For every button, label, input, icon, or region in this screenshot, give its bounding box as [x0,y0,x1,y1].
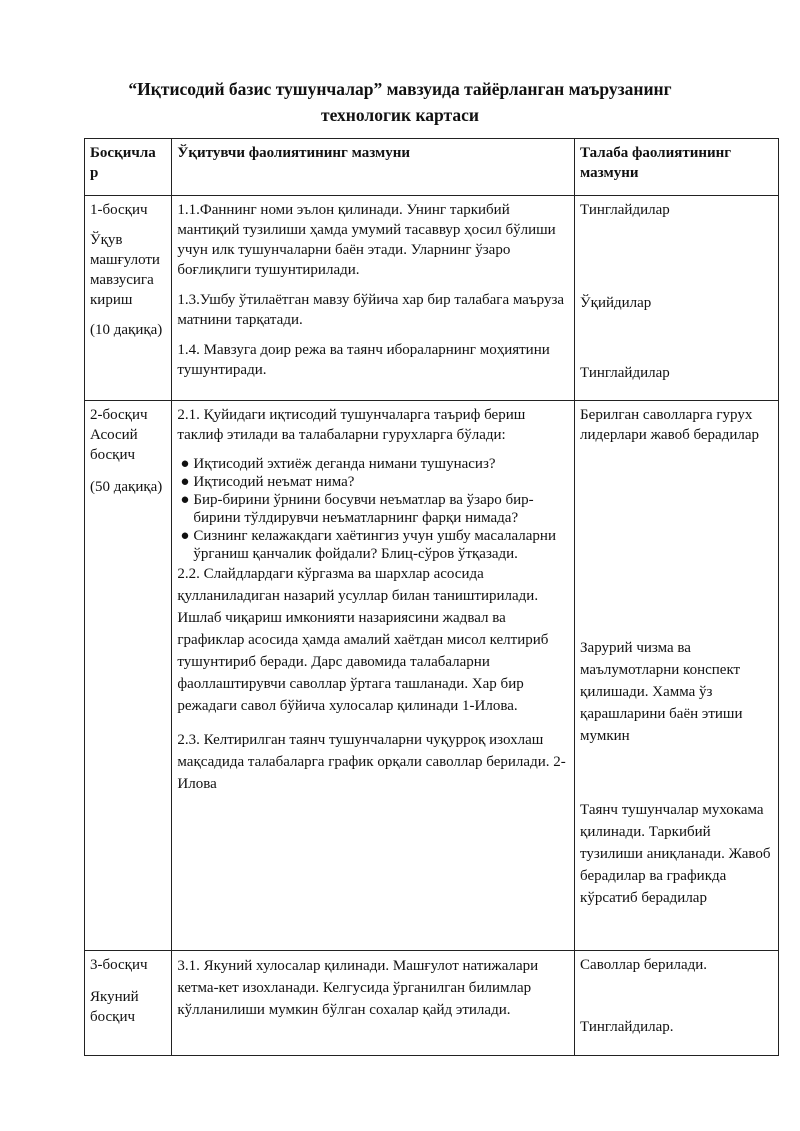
header-stage: Босқичла р [85,139,172,196]
stage-1-student-cell [575,196,779,401]
stage-3-name: Якуний босқич [90,989,139,1025]
list-item [180,527,569,563]
stage-2-student-item: Зарурий чизма ва маълумотларни конспект қилишади. Хамма ўз қарашларини баён этиши мумкин [580,640,743,744]
bullet-icon: ● [180,492,190,508]
question-text: Иқтисодий неъмат нима? [193,474,355,490]
table-row-stage-2 [85,401,779,951]
stage-3-teacher-cell [172,951,575,1056]
table-header-row [85,139,779,196]
stage-2-teacher-item-2-3: 2.3. Келтирилган таянч тушунчаларни чуқурроқ изохлаш мақсадида талабаларга график орқали саволлар берилади. 2-Илова [177,732,566,792]
list-item [180,491,569,527]
document-title [0,76,800,128]
stage-3-cell [85,951,172,1056]
stage-3-student-item: Тинглайдилар. [580,1019,674,1035]
table-row-stage-3 [85,951,779,1056]
stage-2-cell [85,401,172,951]
stage-2-name: Асосий босқич [90,427,138,463]
bullet-icon: ● [180,456,190,472]
question-text: Иқтисодий эхтиёж деганда нимани тушунасиз? [193,456,496,472]
stage-1-cell [85,196,172,401]
stage-1-teacher-cell [172,196,575,401]
stage-3-student-item: Саволлар берилади. [580,957,708,973]
stage-1-number: 1-босқич [90,202,148,218]
stage-2-teacher-cell [172,401,575,951]
header-student-activity: Талаба фаолиятининг мазмуни [575,139,779,196]
stage-1-teacher-item: 1.3.Ушбу ўтилаётган мавзу бўйича хар бир талабага маъруза матнини тарқатади. [177,292,565,328]
stage-2-student-item: Таянч тушунчалар мухокама қилинади. Таркибий тузилиши аниқланади. Жавоб берадилар ва графикда кўрсатиб берадилар [580,802,771,906]
title-line-1: “Иқтисодий базис тушунчалар” мавзуида тайёрланган маърузанинг [128,79,672,99]
list-item [180,455,569,473]
bullet-icon: ● [180,474,190,490]
bullet-icon: ● [180,528,190,544]
header-teacher-activity: Ўқитувчи фаолиятининг мазмуни [172,139,575,196]
title-line-2: технологик картаси [321,105,479,125]
technology-map-table [84,138,779,1056]
stage-2-student-cell [575,401,779,951]
stage-2-teacher-item-2-2: 2.2. Слайдлардаги кўргазма ва шархлар асосида қулланиладиган назарий усуллар билан таништирилади. Ишлаб чиқариш имконияти назариясини жадвал ва графиклар асосида ҳамда амалий хаётдан мисол келтириб тушунтириб беради. Дарс давомида талабаларни фаоллаштирувчи саволлар ўртага ташланади. Хар бир режадаги савол бўйича хулосалар қилинади 1-Илова. [177,566,549,714]
stage-3-number: 3-босқич [90,957,148,973]
list-item [180,473,569,491]
stage-1-student-item: Тинглайдилар [580,365,670,381]
questions-list [177,455,569,563]
stage-3-student-cell [575,951,779,1056]
table-row-stage-1 [85,196,779,401]
question-text: Сизнинг келажакдаги хаётингиз учун ушбу масалаларни ўрганиш қанчалик фойдали? Блиц-сўров ўтқазади. [193,528,556,562]
stage-1-teacher-item: 1.4. Мавзуга доир режа ва таянч ибораларнинг моҳиятини тушунтиради. [177,342,550,378]
stage-1-student-item: Тинглайдилар [580,202,670,218]
question-text: Бир-бирини ўрнини босувчи неъматлар ва ўзаро бир-бирини тўлдирувчи неъматларнинг фарқи нимада? [193,492,534,526]
stage-1-teacher-item: 1.1.Фаннинг номи эълон қилинади. Унинг таркибий мантиқий тузилиши ҳамда умумий тасаввур ҳосил бўлиши учун илк тушунчаларни баён этади. Уларнинг ўзаро боғлиқлиги тушунтирилади. [177,202,556,278]
stage-1-name: Ўқув машғулоти мавзусига кириш [90,232,160,308]
stage-3-teacher-item: 3.1. Якуний хулосалар қилинади. Машғулот натижалари кетма-кет изохланади. Келгусида ўрганилган билимлар кўлланилиши мумкин бўлган сохалар қайд этилади. [177,958,539,1018]
stage-2-teacher-intro: 2.1. Қуйидаги иқтисодий тушунчаларга таъриф бериш таклиф этилади ва талабаларни гурухларга бўлади: [177,407,526,443]
stage-2-time: (50 дақиқа) [90,479,163,495]
stage-1-time: (10 дақиқа) [90,322,163,338]
stage-2-number: 2-босқич [90,407,148,423]
stage-2-student-item: Берилган саволларга гурух лидерлари жавоб берадилар [580,407,760,443]
stage-1-student-item: Ўқийдилар [580,295,652,311]
